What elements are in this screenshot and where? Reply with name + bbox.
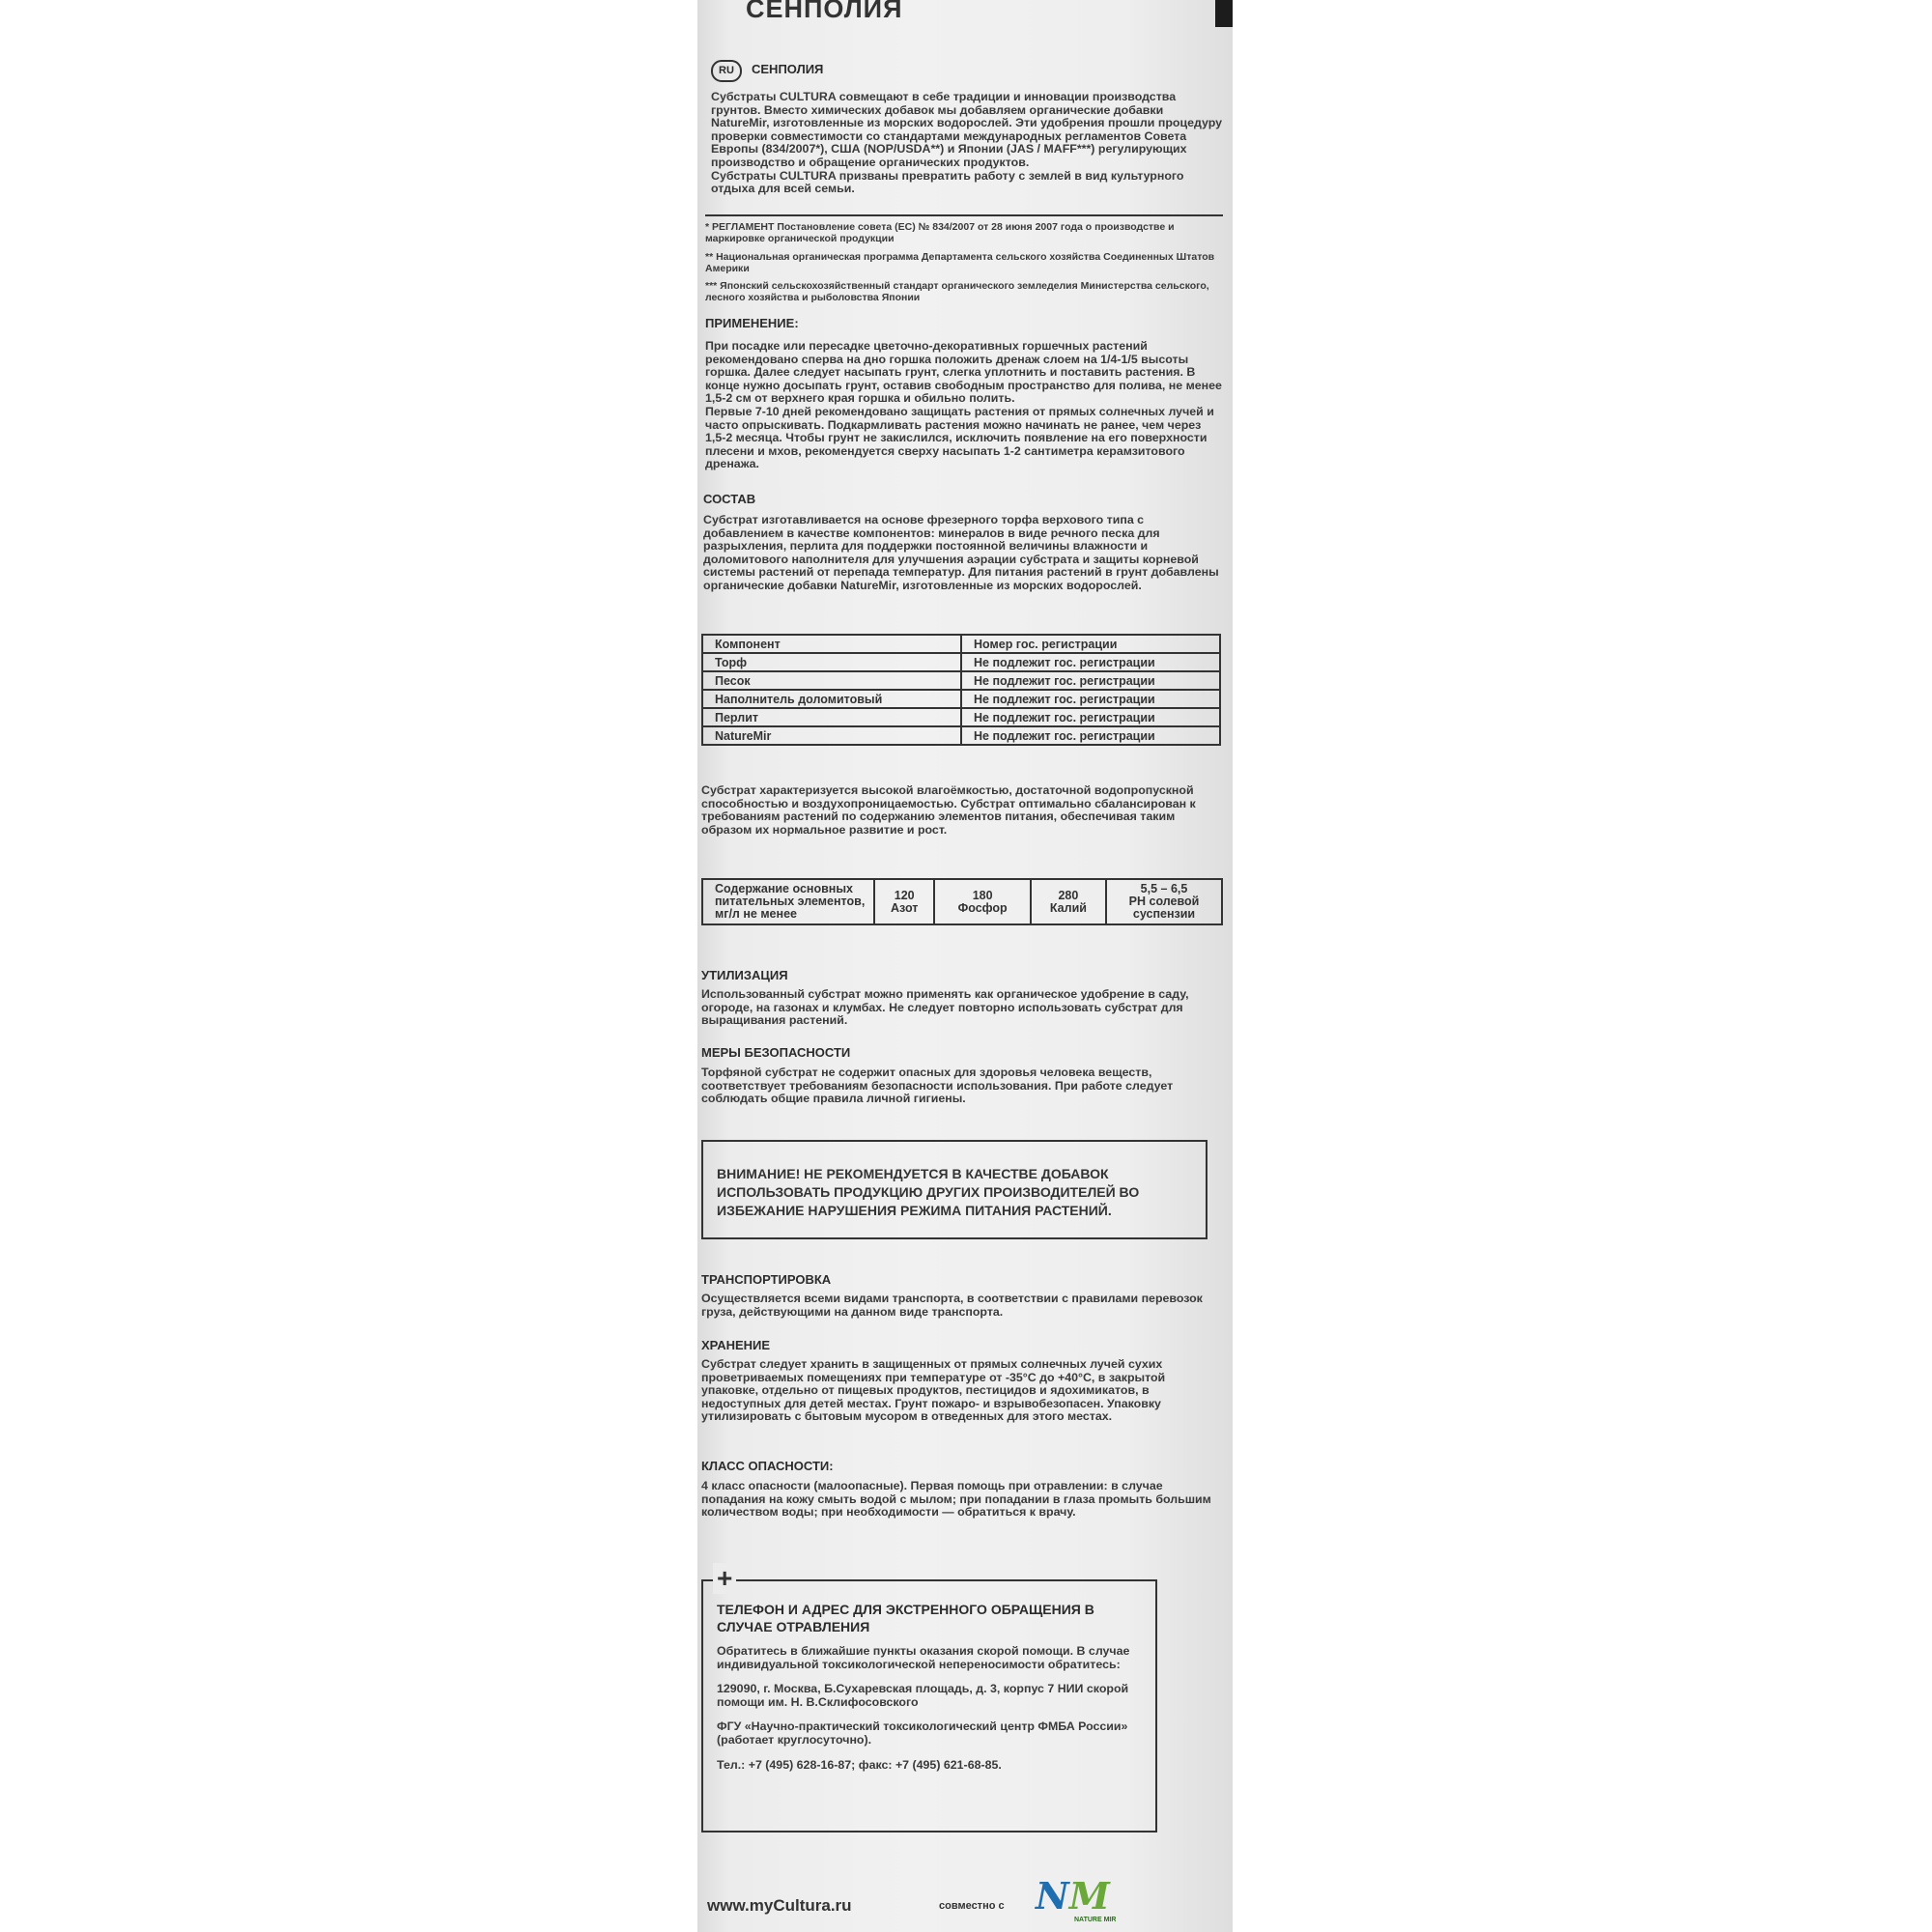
emergency-center: ФГУ «Научно-практический токсикологический центр ФМБА России» (работает круглосуточно). xyxy=(717,1719,1128,1747)
emergency-phone: Тел.: +7 (495) 628-16-87; факс: +7 (495) 621-68-85. xyxy=(717,1757,1002,1772)
disposal-text: Использованный субстрат можно применять как органическое удобрение в саду, огороде, на газонах и клумбах. Не следует повторно использовать субстрат для выращивания растений. xyxy=(701,987,1189,1028)
warning-text: ВНИМАНИЕ! НЕ РЕКОМЕНДУЕТСЯ В КАЧЕСТВЕ ДОБАВОК ИСПОЛЬЗОВАТЬ ПРОДУКЦИЮ ДРУГИХ ПРОИЗВОДИТЕЛЕЙ ВО ИЗБЕЖАНИЕ НАРУШЕНИЯ РЕЖИМА ПИТАНИЯ РАСТЕНИЙ. xyxy=(717,1166,1140,1218)
nutrient-cell-phosphorus xyxy=(934,879,1030,924)
nutrient-value: 180 xyxy=(972,888,993,902)
safety-heading: МЕРЫ БЕЗОПАСНОСТИ xyxy=(701,1045,851,1060)
emergency-heading: ТЕЛЕФОН И АДРЕС ДЛЯ ЭКСТРЕННОГО ОБРАЩЕНИЯ В СЛУЧАЕ ОТРАВЛЕНИЯ xyxy=(717,1602,1094,1634)
emergency-address: 129090, г. Москва, Б.Сухаревская площадь, д. 3, корпус 7 НИИ скорой помощи им. Н. В.Склифосовского xyxy=(717,1682,1129,1709)
table-row xyxy=(702,879,1222,924)
composition-text: Субстрат изготавливается на основе фрезерного торфа верхового типа с добавлением в качестве компонентов: минералов в виде речного песка для разрыхления, перлита для поддержки постоянной величины влажности и доломитового наполнителя для улучшения аэрации субстрата и защиты корневой системы растений от перепада температур. Для питания растений в грунт добавлены органические добавки NatureMir, изготовленные из морских водорослей. xyxy=(703,513,1219,592)
nutrient-name: Калий xyxy=(1049,900,1087,915)
table-cell: Не подлежит гос. регистрации xyxy=(961,671,1220,690)
composition-heading: СОСТАВ xyxy=(703,492,756,506)
intro-text: Субстраты CULTURA совмещают в себе традиции и инновации производства грунтов. Вместо химических добавок мы добавляем органические добавки NatureMir, изготовленные из морских водорослей. Эти удобрения прошли процедуру проверки совместимости со стандартами международных регламентов Совета Европы (834/2007*), США (NOP/USDA**) и Японии (JAS / MAFF***) регулирующих производство и обращение органических продуктов. Субстраты CULTURA призваны превратить работу с землей в вид культурного отдыха для всей семьи. xyxy=(711,90,1223,196)
usage-heading: ПРИМЕНЕНИЕ: xyxy=(705,316,799,330)
naturemir-logo-caption: NATURE MIR xyxy=(1074,1917,1117,1923)
package-edge xyxy=(1215,0,1233,27)
product-label-strip xyxy=(697,0,1233,1932)
footnote-1: * РЕГЛАМЕНТ Постановление совета (ЕС) № 834/2007 от 28 июня 2007 года о производстве и маркировке органической продукции xyxy=(705,221,1175,244)
nutrient-cell-nitrogen xyxy=(874,879,934,924)
safety-text: Торфяной субстрат не содержит опасных для здоровья человека веществ, соответствует требованиям безопасности использования. При работе следует соблюдать общие правила личной гигиены. xyxy=(701,1065,1174,1106)
table-header-row xyxy=(702,635,1220,653)
nutrient-name: PH солевой суспензии xyxy=(1128,895,1200,921)
usage-text: При посадке или пересадке цветочно-декоративных горшечных растений рекомендовано сперва на дно горшка положить дренаж слоем на 1/4-1/5 высоты горшка. Далее следует насыпать грунт, слегка уплотнить и поставить растения. В конце нужно досыпать грунт, оставив свободным пространство для полива, не менее 1,5-2 см от верхнего края горшка и обильно полить. Первые 7-10 дней рекомендовано защищать растения от прямых солнечных лучей и часто опрыскивать. Подкармливать растения можно начинать не ранее, чем через 1,5-2 месяца. Чтобы грунт не закислился, исключить появление на его поверхности плесени и мхов, рекомендуется сверху насыпать 1-2 сантиметра керамзитового дренажа. xyxy=(705,339,1222,471)
table-cell: Перлит xyxy=(702,708,961,726)
nutrients-table xyxy=(701,878,1223,925)
disposal-heading: УТИЛИЗАЦИЯ xyxy=(701,968,788,982)
divider xyxy=(705,214,1223,216)
footnote-2: ** Национальная органическая программа Департамента сельского хозяйства Соединенных Штатов Америки xyxy=(705,251,1215,274)
nutrient-name: Фосфор xyxy=(957,900,1008,915)
table-row xyxy=(702,653,1220,671)
table-cell: Не подлежит гос. регистрации xyxy=(961,653,1220,671)
storage-text: Субстрат следует хранить в защищенных от прямых солнечных лучей сухих проветриваемых помещениях при температуре от -35°С до +40°С, в закрытой упаковке, отдельно от пищевых продуктов, пестицидов и ядохимикатов, в недоступных для детей местах. Грунт пожаро- и взрывобезопасен. Упаковку утилизировать с бытовым мусором в отведенных для этого местах. xyxy=(701,1357,1166,1424)
table-cell: Не подлежит гос. регистрации xyxy=(961,690,1220,708)
logo-letter-m: M xyxy=(1068,1874,1110,1918)
first-aid-cross-icon: + xyxy=(713,1563,736,1594)
product-title: СЕНПОЛИЯ xyxy=(746,0,903,23)
table-header-cell: Компонент xyxy=(702,635,961,653)
website-link[interactable]: www.myCultura.ru xyxy=(707,1896,852,1915)
table-header-cell: Номер гос. регистрации xyxy=(961,635,1220,653)
emergency-text-1: Обратитесь в ближайшие пункты оказания скорой помощи. В случае индивидуальной токсикологической непереносимости обратитесь: xyxy=(717,1644,1130,1671)
naturemir-logo xyxy=(1036,1874,1110,1918)
table-cell: Торф xyxy=(702,653,961,671)
table-cell: NatureMir xyxy=(702,726,961,745)
table-row xyxy=(702,726,1220,745)
ru-language-badge: RU xyxy=(711,60,742,82)
nutrient-cell-potassium xyxy=(1031,879,1106,924)
table-cell: Не подлежит гос. регистрации xyxy=(961,708,1220,726)
table-row xyxy=(702,690,1220,708)
nutrient-cell-ph xyxy=(1106,879,1222,924)
nutrient-value: 120 xyxy=(894,888,915,902)
components-table xyxy=(701,634,1221,746)
warning-box xyxy=(701,1140,1208,1239)
characteristics-text: Субстрат характеризуется высокой влагоёмкостью, достаточной водопропускной способностью и воздухопроницаемостью. Субстрат оптимально сбалансирован к требованиям растений по содержанию элементов питания, обеспечивая таким образом их нормальное развитие и рост. xyxy=(701,783,1196,837)
hazard-heading: КЛАСС ОПАСНОСТИ: xyxy=(701,1459,834,1473)
transport-text: Осуществляется всеми видами транспорта, в соответствии с правилами перевозок груза, действующими на данном виде транспорта. xyxy=(701,1292,1203,1319)
transport-heading: ТРАНСПОРТИРОВКА xyxy=(701,1272,832,1287)
together-with-label: совместно с xyxy=(939,1900,1005,1912)
table-cell: Наполнитель доломитовый xyxy=(702,690,961,708)
table-row xyxy=(702,671,1220,690)
footnote-3: *** Японский сельскохозяйственный стандарт органического земледелия Министерства сельского, лесного хозяйства и рыболовства Японии xyxy=(705,280,1209,303)
table-row xyxy=(702,708,1220,726)
hazard-text: 4 класс опасности (малоопасные). Первая помощь при отравлении: в случае попадания на кожу смыть водой с мылом; при попадании в глаза промыть большим количеством воды; при необходимости — обратиться к врачу. xyxy=(701,1479,1211,1520)
emergency-box xyxy=(701,1579,1157,1833)
nutrient-name: Азот xyxy=(891,900,919,915)
table-cell: Не подлежит гос. регистрации xyxy=(961,726,1220,745)
storage-heading: ХРАНЕНИЕ xyxy=(701,1338,771,1352)
logo-letter-n: N xyxy=(1036,1874,1069,1918)
nutrient-value: 5,5 – 6,5 xyxy=(1140,882,1188,895)
nutrient-value: 280 xyxy=(1058,888,1079,902)
table-cell: Песок xyxy=(702,671,961,690)
ru-section-title: СЕНПОЛИЯ xyxy=(752,62,824,76)
nutrients-label: Содержание основных питательных элементов, мг/л не менее xyxy=(702,879,874,924)
